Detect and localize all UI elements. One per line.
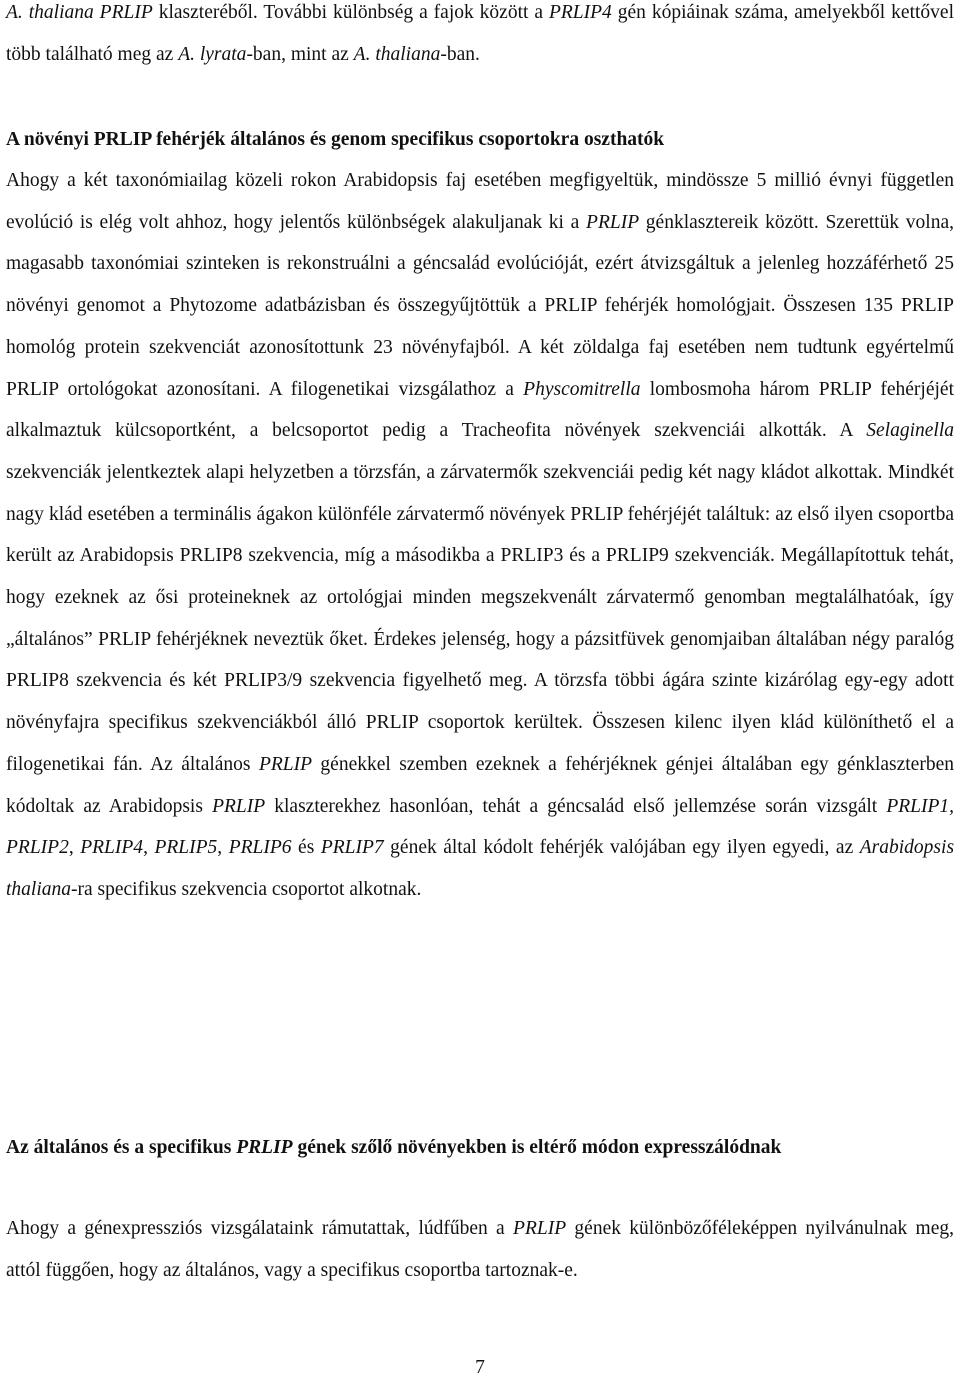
text-run: -ban, mint az (246, 43, 354, 65)
text-run: szekvenciák jelentkeztek alapi helyzetben a törzsfán, a zárvatermők szekvenciái pedig két nagy kládot alkottak. Mindkét nagy klád esetében a terminális ágakon különféle zárvatermő növények PRLIP fehérjéjét találtuk: az első ilyen csoportba került az Arabidopsis PRLIP8 szekvencia, míg a másodikba a PRLIP3 és a PRLIP9 szekvenciák. Megállapítottuk tehát, hogy ezeknek az ősi proteineknek az ortológjai minden megszekvenált zárvatermő genomban megtalálhatóak, így „általános” PRLIP fehérjéknek neveztük őket. Érdekes jelenség, hogy a pázsitfüvek genomjaiban általában négy paralóg PRLIP8 szekvencia és két PRLIP3/9 szekvencia figyelhető meg. A törzsfa többi ágára szinte kizárólag egy-egy adott növényfajra specifikus szekvenciákból álló PRLIP csoportok kerültek. Összesen kilenc ilyen klád különíthető el a filogenetikai fán. Az általános (6, 461, 954, 775)
species-name: Selaginella (866, 420, 954, 442)
section-2-paragraph (6, 1208, 954, 1291)
gene-name: PRLIP (513, 1218, 567, 1239)
species-name: Physcomitrella (523, 378, 641, 400)
text-run: , (68, 837, 81, 859)
species-name: A. thaliana PRLIP (6, 2, 153, 23)
gene-name: PRLIP (586, 211, 640, 233)
gene-name: PRLIP (258, 753, 313, 775)
section-heading-2 (6, 1127, 954, 1169)
gene-name: PRLIP (212, 795, 266, 817)
text-run: gének különbözőféleképpen nyilvánulnak meg, attól függően, hogy az általános, vagy a specifikus csoportba tartoznak-e. (6, 1218, 955, 1281)
gene-name: PRLIP6 (228, 837, 292, 859)
text-run: gén kópiáinak száma, amelyekből kettővel több található meg az (6, 2, 954, 65)
gene-name: PRLIP1, PRLIP2 (6, 795, 955, 859)
text-run: , (217, 837, 229, 859)
text-run: génklasztereik között. Szerettük volna, magasabb taxonómiai szinteken is rekonstruálni a géncsalád evolúcióját, ezért átvizsgáltuk a jelenleg hozzáférhető 25 növényi genomot a Phytozome adatbázisban és összegyűjtöttük a PRLIP fehérjék homológjait. Összesen 135 PRLIP homológ protein szekvenciát azonosítottunk 23 növényfajból. A két zöldalga faj esetében nem tudtunk egyértelmű PRLIP ortológokat azonosítani. A filogenetikai vizsgálathoz a (6, 211, 954, 400)
text-run: -ra specifikus szekvencia csoportot alkotnak. (71, 878, 422, 900)
page-number: 7 (475, 1357, 485, 1378)
text-run: , (143, 837, 155, 859)
text-run: gének által kódolt fehérjék valójában egy ilyen egyedi, az (383, 837, 860, 859)
text-run: lombosmoha három PRLIP fehérjéjét alkalmaztuk külcsoportként, a belcsoportot pedig a Tracheofita növények szekvenciái alkották. A (6, 378, 954, 442)
gene-name: PRLIP7 (320, 837, 384, 859)
gene-name: PRLIP4 (548, 2, 612, 23)
gene-name: PRLIP (236, 1137, 293, 1158)
text-run: és (291, 837, 321, 859)
gene-name: PRLIP5 (154, 837, 218, 859)
text-run: klaszterekhez hasonlóan, tehát a géncsalád első jellemzése során vizsgált (265, 795, 887, 817)
text-run: génekkel szemben ezeknek a fehérjéknek génjei általában egy génklaszterben kódoltak az Arabidopsis (6, 753, 954, 817)
text-run: klaszteréből. További különbség a fajok között a (152, 2, 549, 23)
text-run: -ban. (440, 43, 480, 65)
section-1-paragraph (6, 160, 954, 911)
species-name: A. thaliana (353, 43, 441, 65)
section-heading-1: A növényi PRLIP fehérjék általános és genom specifikus csoportokra oszthatók (6, 129, 665, 150)
species-name: A. lyrata (178, 43, 247, 65)
text-run: Ahogy a génexpressziós vizsgálataink rámutattak, lúdfűben a (6, 1218, 514, 1239)
text-run: gének szőlő növényekben is eltérő módon expresszálódnak (292, 1137, 782, 1158)
intro-paragraph (6, 0, 954, 75)
gene-name: PRLIP4 (80, 837, 144, 859)
text-run: Ahogy a két taxonómiailag közeli rokon Arabidopsis faj esetében megfigyeltük, mindössze 5 millió évnyi független evolúció is elég volt ahhoz, hogy jelentős különbségek alakuljanak ki a (6, 170, 954, 233)
text-run: Az általános és a specifikus (6, 1137, 237, 1158)
species-name: Arabidopsis thaliana (6, 837, 955, 900)
